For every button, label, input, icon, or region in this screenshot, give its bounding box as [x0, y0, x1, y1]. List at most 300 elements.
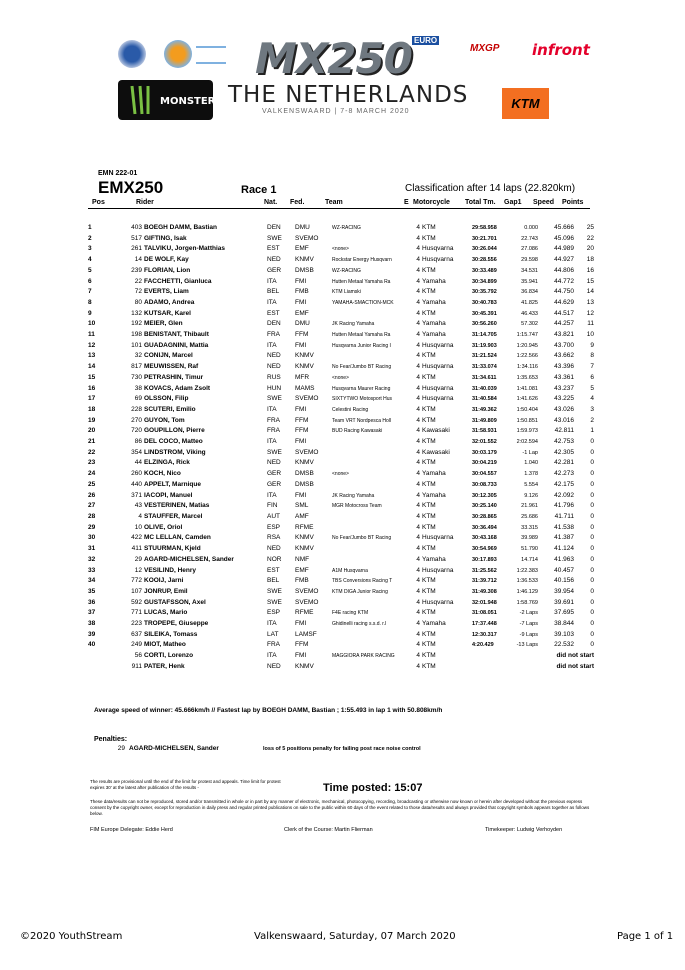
cell-rider: SCUTERI, Emilio — [144, 405, 196, 413]
cell-nat: ITA — [267, 277, 277, 285]
cell-total-time: 30:08.733 — [472, 481, 497, 488]
cell-total-time: 31:40.039 — [472, 385, 497, 392]
cell-motorcycle: KTM — [422, 662, 436, 670]
cell-motorcycle: Yamaha — [422, 331, 446, 339]
table-row — [88, 608, 594, 619]
cell-gap: 2:02.594 — [516, 439, 538, 446]
cell-points: 6 — [590, 373, 594, 381]
cell-points: 12 — [586, 309, 594, 317]
column-header-fed: Fed. — [290, 199, 305, 206]
cell-gap: 1:58.769 — [516, 599, 538, 606]
cell-number: 72 — [134, 288, 142, 296]
cell-team: <none> — [332, 471, 349, 478]
cell-e: 4 — [416, 448, 420, 456]
cell-total-time: 31:14.705 — [472, 332, 497, 339]
cell-pos: 23 — [88, 459, 96, 467]
cell-pos: 32 — [88, 555, 96, 563]
cell-team: JK Racing Yamaha — [332, 492, 375, 499]
cell-e: 4 — [416, 641, 420, 649]
cell-e: 4 — [416, 352, 420, 360]
table-row — [88, 501, 594, 512]
cell-e: 4 — [416, 545, 420, 553]
cell-motorcycle: KTM — [422, 512, 436, 520]
cell-speed: 39.691 — [554, 598, 574, 606]
cell-team — [332, 309, 412, 320]
cell-number: 4 — [138, 512, 142, 520]
cell-e: 4 — [416, 459, 420, 467]
cell-speed: 22.532 — [554, 641, 574, 649]
cell-motorcycle: KTM — [422, 405, 436, 413]
cell-pos: 7 — [88, 288, 92, 296]
cell-motorcycle: Kawasaki — [422, 448, 450, 456]
cell-rider: CONIJN, Marcel — [144, 352, 193, 360]
cell-points: 0 — [590, 480, 594, 488]
cell-fed: KNMV — [295, 352, 314, 360]
cell-motorcycle: KTM — [422, 609, 436, 617]
table-row — [88, 351, 594, 362]
cell-points: 16 — [586, 266, 594, 274]
cell-e: 4 — [416, 470, 420, 478]
cell-fed: SVEMO — [295, 587, 319, 595]
cell-team: Hutten Metaal Yamaha Ra — [332, 332, 391, 339]
cell-total-time: 31:49.308 — [472, 588, 497, 595]
cell-pos — [88, 662, 119, 673]
cell-nat: AUT — [267, 512, 280, 520]
cell-pos: 31 — [88, 545, 96, 553]
cell-rider: PETRASHIN, Timur — [144, 373, 204, 381]
table-row — [88, 566, 594, 577]
cell-total-time: 30:54.969 — [472, 546, 497, 553]
cell-e: 4 — [416, 438, 420, 446]
mxgp-logo: MXGP — [470, 43, 500, 54]
cell-number: 192 — [131, 320, 142, 328]
cell-speed: 43.361 — [554, 373, 574, 381]
cell-gap: 35.941 — [521, 278, 538, 285]
cell-number: 371 — [131, 491, 142, 499]
cell-number: 223 — [131, 620, 142, 628]
mx250-euro-label: EURO — [414, 36, 438, 45]
cell-fed: MFR — [295, 373, 310, 381]
cell-speed: 43.237 — [554, 384, 574, 392]
cell-number: 107 — [131, 587, 142, 595]
cell-team: KTM DIGA Junior Racing — [332, 588, 388, 595]
cell-points: 13 — [586, 298, 594, 306]
cell-total-time: 4:20.429 — [472, 642, 494, 649]
event-title: THE NETHERLANDS — [228, 82, 469, 108]
cell-fed: EMF — [295, 245, 309, 253]
column-header-total-time: Total Tm. — [465, 199, 496, 206]
cell-rider: KOVACS, Adam Zsolt — [144, 384, 211, 392]
cell-gap: 25.686 — [521, 513, 538, 520]
cell-status: did not start — [556, 652, 594, 660]
cell-speed: 41.387 — [554, 534, 574, 542]
cell-points: 0 — [590, 587, 594, 595]
cell-fed: KNMV — [295, 459, 314, 467]
cell-fed: RFME — [295, 609, 314, 617]
cell-speed: 44.806 — [554, 266, 574, 274]
cell-nat: DEN — [267, 320, 281, 328]
cell-motorcycle: Husqvarna — [422, 534, 454, 542]
cell-motorcycle: KTM — [422, 438, 436, 446]
cell-speed: 42.305 — [554, 448, 574, 456]
cell-nat: SWE — [267, 395, 282, 403]
cell-points: 0 — [590, 566, 594, 574]
cell-team: F4E racing KTM — [332, 610, 369, 617]
cell-number: 440 — [131, 480, 142, 488]
cell-team — [332, 630, 412, 641]
event-subtitle: VALKENSWAARD | 7-8 MARCH 2020 — [262, 108, 410, 115]
cell-nat: GER — [267, 470, 282, 478]
cell-motorcycle: KTM — [422, 652, 436, 660]
table-row-dns — [88, 662, 594, 673]
footer-page-number: Page 1 of 1 — [617, 931, 674, 942]
cell-nat: FRA — [267, 331, 280, 339]
cell-number: 411 — [131, 545, 142, 553]
cell-team — [332, 351, 412, 362]
cell-pos: 2 — [88, 234, 92, 242]
cell-pos: 9 — [88, 309, 92, 317]
fim-delegate: FIM Europe Delegate: Eddie Herd — [90, 827, 173, 833]
cell-speed: 42.273 — [554, 470, 574, 478]
cell-fed: FMI — [295, 620, 307, 628]
table-row — [88, 298, 594, 309]
cell-pos: 25 — [88, 480, 96, 488]
cell-team: BUD Racing Kawasaki — [332, 428, 383, 435]
penalties-heading: Penalties: — [94, 736, 128, 743]
cell-pos: 37 — [88, 609, 96, 617]
cell-pos: 18 — [88, 405, 96, 413]
cell-fed: FFM — [295, 641, 309, 649]
cell-number: 132 — [131, 309, 142, 317]
cell-gap: -1 Lap — [522, 449, 538, 456]
penalty-number: 29 — [117, 745, 125, 752]
cell-pos: 22 — [88, 448, 96, 456]
cell-rider: MEUWISSEN, Raf — [144, 363, 199, 371]
cell-points: 0 — [590, 491, 594, 499]
cell-pos: 30 — [88, 534, 96, 542]
cell-nat: SWE — [267, 587, 282, 595]
cell-e: 4 — [416, 384, 420, 392]
cell-total-time: 32:01.948 — [472, 599, 497, 606]
cell-speed: 43.026 — [554, 405, 574, 413]
cell-pos: 14 — [88, 363, 96, 371]
cell-number: 354 — [131, 448, 142, 456]
cell-e: 4 — [416, 662, 420, 670]
cell-e: 4 — [416, 502, 420, 510]
cell-number: 261 — [131, 245, 142, 253]
cell-speed: 43.662 — [554, 352, 574, 360]
cell-pos: 29 — [88, 523, 96, 531]
federation-logo — [164, 40, 192, 68]
cell-team: Husqvarna Junior Racing I — [332, 342, 391, 349]
cell-speed: 41.796 — [554, 502, 574, 510]
cell-gap: 14.714 — [521, 556, 538, 563]
cell-points: 0 — [590, 620, 594, 628]
table-row — [88, 277, 594, 288]
cell-points: 0 — [590, 630, 594, 638]
cell-nat: HUN — [267, 384, 282, 392]
cell-nat: SWE — [267, 448, 282, 456]
cell-points: 0 — [590, 438, 594, 446]
cell-fed: LAMSF — [295, 630, 317, 638]
cell-number: 260 — [131, 470, 142, 478]
cell-speed: 37.695 — [554, 609, 574, 617]
cell-e: 4 — [416, 512, 420, 520]
cell-speed: 44.629 — [554, 298, 574, 306]
cell-points: 9 — [590, 341, 594, 349]
cell-speed: 40.156 — [554, 577, 574, 585]
cell-number: 56 — [134, 652, 142, 660]
cell-number: 422 — [131, 534, 142, 542]
cell-team: Team VRT Nordpesca Holl — [332, 417, 392, 424]
cell-motorcycle: Husqvarna — [422, 363, 454, 371]
cell-speed: 41.538 — [554, 523, 574, 531]
cell-number: 249 — [131, 641, 142, 649]
cell-gap: 0.000 — [524, 225, 538, 231]
cell-pos: 35 — [88, 587, 96, 595]
cell-points: 14 — [586, 288, 594, 296]
cell-gap: 41.825 — [521, 299, 538, 306]
cell-fed: SVEMO — [295, 598, 319, 606]
cell-fed: DMSB — [295, 480, 314, 488]
cell-rider: MEIER, Glen — [144, 320, 183, 328]
infront-logo: infront — [532, 41, 590, 59]
cell-total-time: 30:36.494 — [472, 524, 497, 531]
cell-pos: 28 — [88, 512, 96, 520]
cell-pos: 12 — [88, 341, 96, 349]
cell-fed: AMF — [295, 512, 309, 520]
cell-e: 4 — [416, 277, 420, 285]
cell-number: 14 — [134, 256, 142, 264]
cell-motorcycle: KTM — [422, 373, 436, 381]
cell-pos — [88, 651, 119, 662]
cell-e: 4 — [416, 256, 420, 264]
cell-pos: 17 — [88, 395, 96, 403]
cell-rider: SILEIKA, Tomass — [144, 630, 198, 638]
cell-rider: DE WOLF, Kay — [144, 256, 189, 264]
cell-e: 4 — [416, 373, 420, 381]
cell-nat: ITA — [267, 491, 277, 499]
cell-speed: 40.457 — [554, 566, 574, 574]
disclaimer: These data/results can not be reproduced, stored and/or transmitted in whole or in part by any manner of electronic, mechanical, photocopying, recording, broadcasting or otherwise now known or herein after developed without the previous express consent by the copyright owner, except for reproduction in daily press and regular printed publications on sale to the public within 60 days of the event related to those data/results and always provided that copyright symbols appears together as follows below. — [90, 799, 590, 816]
header-divider — [88, 208, 590, 209]
cell-gap: 1:15.747 — [516, 332, 538, 339]
cell-speed: 43.700 — [554, 341, 574, 349]
cell-gap: 1:35.653 — [516, 374, 538, 381]
cell-gap: 1:50.851 — [516, 417, 538, 424]
cell-motorcycle: Yamaha — [422, 620, 446, 628]
cell-team: No Fear/Jumbo BT Racing — [332, 364, 392, 371]
cell-rider: GOUPILLON, Pierre — [144, 427, 205, 435]
cell-rider: STAUFFER, Marcel — [144, 512, 203, 520]
cell-nat: SWE — [267, 598, 282, 606]
cell-motorcycle: KTM — [422, 545, 436, 553]
cell-points: 0 — [590, 459, 594, 467]
cell-nat: NED — [267, 256, 281, 264]
cell-fed: FMI — [295, 438, 307, 446]
cell-gap: 1:20.945 — [516, 342, 538, 349]
cell-speed: 44.927 — [554, 256, 574, 264]
cell-points: 0 — [590, 577, 594, 585]
cell-e: 4 — [416, 609, 420, 617]
cell-nat: LAT — [267, 630, 279, 638]
cell-e: 4 — [416, 288, 420, 296]
cell-total-time: 31:58.931 — [472, 428, 497, 435]
cell-team: Hutten Metaal Yamaha Ra — [332, 278, 391, 285]
cell-fed: FMI — [295, 298, 307, 306]
cell-speed: 44.517 — [554, 309, 574, 317]
table-row — [88, 405, 594, 416]
cell-e: 4 — [416, 620, 420, 628]
cell-fed: FMB — [295, 288, 309, 296]
cell-gap: 34.531 — [521, 267, 538, 274]
cell-team — [332, 234, 412, 245]
results-table — [88, 221, 594, 673]
table-row — [88, 480, 594, 491]
cell-points: 18 — [586, 256, 594, 264]
cell-gap: 27.086 — [521, 246, 538, 253]
cell-pos: 26 — [88, 491, 96, 499]
cell-nat: BEL — [267, 288, 280, 296]
cell-nat: ITA — [267, 652, 277, 660]
cell-speed: 44.750 — [554, 288, 574, 296]
cell-rider: DEL COCO, Matteo — [144, 438, 203, 446]
cell-points: 0 — [590, 470, 594, 478]
cell-team — [332, 448, 412, 459]
cell-number: 637 — [131, 630, 142, 638]
cell-status: did not start — [556, 662, 594, 670]
table-row — [88, 223, 594, 234]
cell-rider: VESILIND, Henry — [144, 566, 197, 574]
cell-pos: 33 — [88, 566, 96, 574]
cell-rider: GUADAGNINI, Mattia — [144, 341, 209, 349]
cell-gap: 57.302 — [521, 321, 538, 328]
cell-points: 0 — [590, 598, 594, 606]
cell-total-time: 30:34.899 — [472, 278, 497, 285]
cell-e: 4 — [416, 630, 420, 638]
cell-number: 772 — [131, 577, 142, 585]
table-row — [88, 469, 594, 480]
cell-gap: 1:36.533 — [516, 578, 538, 585]
cell-gap: 1.040 — [524, 460, 538, 467]
table-row — [88, 341, 594, 352]
cell-team — [332, 555, 412, 566]
cell-pos: 16 — [88, 384, 96, 392]
cell-points: 0 — [590, 609, 594, 617]
cell-total-time: 30:43.168 — [472, 535, 497, 542]
table-row — [88, 255, 594, 266]
cell-rider: GUYON, Tom — [144, 416, 185, 424]
table-row — [88, 234, 594, 245]
cell-fed: MAMS — [295, 384, 315, 392]
cell-pos: 4 — [88, 256, 92, 264]
cell-nat: NED — [267, 662, 281, 670]
cell-rider: JONRUP, Emil — [144, 587, 188, 595]
cell-fed: DMSB — [295, 470, 314, 478]
cell-e: 4 — [416, 363, 420, 371]
table-row — [88, 319, 594, 330]
cell-team: Celestini Racing — [332, 406, 369, 413]
cell-motorcycle: KTM — [422, 523, 436, 531]
cell-team — [332, 523, 412, 534]
cell-fed: EMF — [295, 309, 309, 317]
cell-motorcycle: Yamaha — [422, 491, 446, 499]
cell-number: 198 — [131, 331, 142, 339]
cell-number: 44 — [134, 459, 142, 467]
cell-nat: EST — [267, 245, 280, 253]
table-row — [88, 244, 594, 255]
cell-motorcycle: KTM — [422, 630, 436, 638]
cell-gap: 1.378 — [524, 471, 538, 478]
cell-nat: FIN — [267, 502, 278, 510]
penalty-rider: AGARD-MICHELSEN, Sander — [129, 745, 219, 752]
cell-pos: 36 — [88, 598, 96, 606]
cell-pos: 21 — [88, 438, 96, 446]
cell-fed: NMF — [295, 555, 310, 563]
cell-rider: TROPEPE, Giuseppe — [144, 620, 209, 628]
cell-e: 4 — [416, 523, 420, 531]
cell-speed: 42.811 — [554, 427, 574, 435]
cell-fed: FFM — [295, 427, 309, 435]
table-row — [88, 533, 594, 544]
cell-pos: 6 — [88, 277, 92, 285]
cell-motorcycle: KTM — [422, 577, 436, 585]
cell-fed: KNMV — [295, 534, 314, 542]
cell-speed: 43.821 — [554, 331, 574, 339]
table-row — [88, 394, 594, 405]
cell-team: Ghidinelli racing s.s.d. r.l — [332, 621, 387, 628]
cell-points: 0 — [590, 534, 594, 542]
cell-pos: 40 — [88, 641, 96, 649]
cell-rider: GUSTAFSSON, Axel — [144, 598, 206, 606]
cell-nat: DEN — [267, 224, 281, 231]
cell-gap: 1:41.081 — [516, 385, 538, 392]
cell-rider: AGARD-MICHELSEN, Sander — [144, 555, 234, 563]
cell-motorcycle: Husqvarna — [422, 566, 454, 574]
cell-rider: ADAMO, Andrea — [144, 298, 195, 306]
cell-gap: 39.989 — [521, 535, 538, 542]
cell-team: WZ-RACING — [332, 225, 361, 231]
cell-pos: 3 — [88, 245, 92, 253]
table-row — [88, 448, 594, 459]
cell-total-time: 30:25.140 — [472, 503, 497, 510]
cell-rider: KOCH, Nico — [144, 470, 181, 478]
table-row — [88, 619, 594, 630]
cell-fed: KNMV — [295, 363, 314, 371]
cell-rider: MIOT, Matheo — [144, 641, 186, 649]
cell-nat: NED — [267, 352, 281, 360]
cell-motorcycle: KTM — [422, 224, 436, 231]
cell-speed: 42.175 — [554, 480, 574, 488]
cell-fed: RFME — [295, 523, 314, 531]
cell-speed: 41.711 — [554, 512, 574, 520]
cell-fed: DMU — [295, 320, 310, 328]
cell-gap: 1:22.566 — [516, 353, 538, 360]
cell-gap: -2 Laps — [519, 610, 538, 617]
cell-rider: PATER, Henk — [144, 662, 185, 670]
cell-e: 4 — [416, 309, 420, 317]
cell-total-time: 30:17.893 — [472, 556, 497, 563]
cell-number: 239 — [131, 266, 142, 274]
cell-number: 12 — [134, 566, 142, 574]
cell-total-time: 30:21.701 — [472, 235, 497, 242]
cell-e: 4 — [416, 416, 420, 424]
cell-team: <none> — [332, 246, 349, 253]
cell-number: 29 — [134, 555, 142, 563]
cell-team: <none> — [332, 374, 349, 381]
table-row — [88, 576, 594, 587]
cell-e: 4 — [416, 491, 420, 499]
